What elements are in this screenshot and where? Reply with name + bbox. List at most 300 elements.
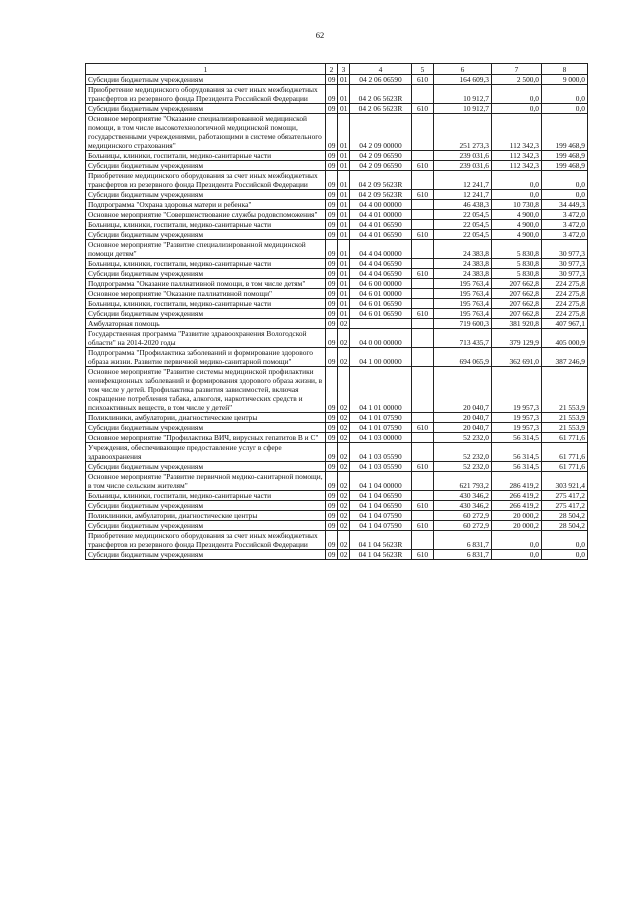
row-name: Основное мероприятие "Профилактика ВИЧ, вирусных гепатитов В и С" (86, 433, 326, 443)
row-amount-col6: 164 609,3 (434, 75, 492, 85)
row-name: Субсидии бюджетным учреждениям (86, 462, 326, 472)
row-code-ministry: 09 (326, 151, 338, 161)
row-name: Основное мероприятие "Развитие первичной медико-санитарной помощи, в том числе сельским жителям" (86, 472, 326, 491)
row-amount-col7: 381 920,8 (492, 319, 542, 329)
table-row (86, 329, 588, 348)
row-code-target: 04 1 01 07590 (350, 413, 412, 423)
row-name: Основное мероприятие "Совершенствование службы родовспоможения" (86, 210, 326, 220)
row-code-target: 04 6 01 00000 (350, 289, 412, 299)
row-amount-col8: 0,0 (542, 171, 588, 190)
row-amount-col8: 61 771,6 (542, 462, 588, 472)
row-code-type (412, 85, 434, 104)
row-name: Основное мероприятие "Оказание паллиативной помощи" (86, 289, 326, 299)
table-row (86, 75, 588, 85)
row-amount-col6: 60 272,9 (434, 511, 492, 521)
row-amount-col8: 387 246,9 (542, 348, 588, 367)
row-code-target: 04 2 09 06590 (350, 161, 412, 171)
row-amount-col8: 275 417,2 (542, 491, 588, 501)
row-amount-col7: 207 662,8 (492, 289, 542, 299)
table-row (86, 114, 588, 151)
table-row (86, 289, 588, 299)
row-code-ministry: 09 (326, 259, 338, 269)
row-code-ministry: 09 (326, 472, 338, 491)
row-code-target: 04 1 03 05590 (350, 443, 412, 462)
row-code-ministry: 09 (326, 171, 338, 190)
row-code-section: 02 (338, 511, 350, 521)
row-amount-col6: 195 763,4 (434, 309, 492, 319)
row-code-section: 02 (338, 319, 350, 329)
row-code-type (412, 443, 434, 462)
table-row (86, 501, 588, 511)
row-name: Приобретение медицинского оборудования за счет иных межбюджетных трансфертов из резервного фонда Президента Российской Федерации (86, 85, 326, 104)
row-amount-col8: 224 275,8 (542, 309, 588, 319)
row-code-ministry: 09 (326, 433, 338, 443)
row-amount-col6: 719 600,3 (434, 319, 492, 329)
row-code-type (412, 151, 434, 161)
row-amount-col8: 0,0 (542, 85, 588, 104)
row-code-section: 02 (338, 433, 350, 443)
row-amount-col7: 20 000,2 (492, 521, 542, 531)
row-name: Подпрограмма "Профилактика заболеваний и формирование здорового образа жизни. Развитие первичной медико-санитарной помощи" (86, 348, 326, 367)
row-amount-col7: 19 957,3 (492, 413, 542, 423)
row-amount-col8: 3 472,0 (542, 220, 588, 230)
row-name: Субсидии бюджетным учреждениям (86, 269, 326, 279)
row-code-type: 610 (412, 309, 434, 319)
row-amount-col7: 207 662,8 (492, 279, 542, 289)
table-row (86, 550, 588, 560)
row-code-section: 01 (338, 190, 350, 200)
row-amount-col6: 430 346,2 (434, 501, 492, 511)
row-code-type (412, 367, 434, 413)
row-amount-col8: 34 449,3 (542, 200, 588, 210)
row-amount-col6: 46 438,3 (434, 200, 492, 210)
row-code-section: 01 (338, 220, 350, 230)
row-amount-col8: 0,0 (542, 190, 588, 200)
row-name: Поликлиники, амбулатории, диагностические центры (86, 413, 326, 423)
row-name: Больницы, клиники, госпитали, медико-санитарные части (86, 299, 326, 309)
row-amount-col7: 0,0 (492, 104, 542, 114)
row-code-target (350, 319, 412, 329)
row-code-target: 04 1 04 06590 (350, 501, 412, 511)
table-row (86, 319, 588, 329)
row-amount-col8: 405 000,9 (542, 329, 588, 348)
row-code-target: 04 6 00 00000 (350, 279, 412, 289)
row-amount-col8: 0,0 (542, 531, 588, 550)
row-code-target: 04 4 00 00000 (350, 200, 412, 210)
row-amount-col6: 430 346,2 (434, 491, 492, 501)
row-code-type: 610 (412, 521, 434, 531)
row-code-type (412, 299, 434, 309)
table-header-row (86, 64, 588, 75)
row-amount-col8: 224 275,8 (542, 299, 588, 309)
table-row (86, 151, 588, 161)
row-code-section: 02 (338, 521, 350, 531)
row-code-section: 01 (338, 309, 350, 319)
header-cell: 2 (326, 64, 338, 75)
row-code-target: 04 1 04 07590 (350, 521, 412, 531)
row-amount-col7: 56 314,5 (492, 462, 542, 472)
row-amount-col6: 20 040,7 (434, 413, 492, 423)
row-amount-col6: 24 383,8 (434, 240, 492, 259)
row-amount-col6: 20 040,7 (434, 367, 492, 413)
row-code-ministry: 09 (326, 289, 338, 299)
row-code-section: 01 (338, 114, 350, 151)
row-amount-col8: 275 417,2 (542, 501, 588, 511)
row-amount-col7: 4 900,0 (492, 210, 542, 220)
row-code-target: 04 2 09 00000 (350, 114, 412, 151)
row-code-target: 04 4 01 06590 (350, 230, 412, 240)
row-name: Субсидии бюджетным учреждениям (86, 309, 326, 319)
row-code-target: 04 0 00 00000 (350, 329, 412, 348)
row-amount-col6: 195 763,4 (434, 279, 492, 289)
row-code-section: 02 (338, 413, 350, 423)
row-code-type (412, 289, 434, 299)
row-name: Больницы, клиники, госпитали, медико-санитарные части (86, 491, 326, 501)
row-amount-col7: 10 730,8 (492, 200, 542, 210)
row-name: Государственная программа "Развитие здравоохранения Вологодской области" на 2014-2020 годы (86, 329, 326, 348)
table-row (86, 462, 588, 472)
row-code-ministry: 09 (326, 511, 338, 521)
row-name: Субсидии бюджетным учреждениям (86, 75, 326, 85)
table-row (86, 220, 588, 230)
row-amount-col7: 4 900,0 (492, 220, 542, 230)
row-code-target: 04 1 03 00000 (350, 433, 412, 443)
table-row (86, 443, 588, 462)
row-code-ministry: 09 (326, 210, 338, 220)
row-amount-col7: 5 830,8 (492, 259, 542, 269)
table-row (86, 269, 588, 279)
row-code-ministry: 09 (326, 104, 338, 114)
row-code-type (412, 413, 434, 423)
row-code-section: 01 (338, 210, 350, 220)
row-code-ministry: 09 (326, 279, 338, 289)
row-code-type (412, 220, 434, 230)
row-amount-col8: 9 000,0 (542, 75, 588, 85)
header-cell: 4 (350, 64, 412, 75)
row-amount-col7: 0,0 (492, 171, 542, 190)
table-row (86, 259, 588, 269)
header-cell: 5 (412, 64, 434, 75)
table-row (86, 279, 588, 289)
row-code-ministry: 09 (326, 299, 338, 309)
table-row (86, 210, 588, 220)
row-name: Учреждения, обеспечивающие предоставление услуг в сфере здравоохранения (86, 443, 326, 462)
row-code-target: 04 1 04 00000 (350, 472, 412, 491)
row-amount-col7: 207 662,8 (492, 299, 542, 309)
row-amount-col7: 2 500,0 (492, 75, 542, 85)
table-row (86, 472, 588, 491)
table-row (86, 85, 588, 104)
row-amount-col7: 266 419,2 (492, 491, 542, 501)
row-name: Приобретение медицинского оборудования за счет иных межбюджетных трансфертов из резервного фонда Президента Российской Федерации (86, 531, 326, 550)
row-code-target: 04 1 01 00000 (350, 367, 412, 413)
row-code-target: 04 4 04 06590 (350, 269, 412, 279)
row-code-section: 01 (338, 289, 350, 299)
header-cell: 6 (434, 64, 492, 75)
row-amount-col6: 20 040,7 (434, 423, 492, 433)
table-row (86, 240, 588, 259)
row-name: Больницы, клиники, госпитали, медико-санитарные части (86, 151, 326, 161)
row-code-type: 610 (412, 161, 434, 171)
row-code-target: 04 1 03 05590 (350, 462, 412, 472)
table-row (86, 413, 588, 423)
row-code-ministry: 09 (326, 85, 338, 104)
row-code-target: 04 6 01 06590 (350, 309, 412, 319)
row-code-ministry: 09 (326, 75, 338, 85)
row-amount-col7: 56 314,5 (492, 433, 542, 443)
row-amount-col7: 0,0 (492, 85, 542, 104)
row-amount-col7: 362 691,0 (492, 348, 542, 367)
row-code-type (412, 433, 434, 443)
row-amount-col8: 30 977,3 (542, 240, 588, 259)
row-amount-col7: 4 900,0 (492, 230, 542, 240)
row-code-ministry: 09 (326, 309, 338, 319)
row-code-type: 610 (412, 104, 434, 114)
row-code-ministry: 09 (326, 367, 338, 413)
table-row (86, 433, 588, 443)
table-row (86, 161, 588, 171)
row-amount-col6: 694 065,9 (434, 348, 492, 367)
row-code-section: 02 (338, 491, 350, 501)
row-code-section: 01 (338, 75, 350, 85)
row-code-type (412, 171, 434, 190)
table-row (86, 491, 588, 501)
row-code-target: 04 1 04 5623R (350, 550, 412, 560)
header-cell: 1 (86, 64, 326, 75)
row-code-ministry: 09 (326, 114, 338, 151)
row-code-section: 02 (338, 462, 350, 472)
row-amount-col8: 3 472,0 (542, 230, 588, 240)
row-code-ministry: 09 (326, 220, 338, 230)
table-row (86, 171, 588, 190)
row-amount-col6: 239 031,6 (434, 161, 492, 171)
row-amount-col8: 21 553,9 (542, 423, 588, 433)
row-code-type (412, 491, 434, 501)
row-code-section: 01 (338, 269, 350, 279)
row-amount-col6: 60 272,9 (434, 521, 492, 531)
row-amount-col7: 112 342,3 (492, 151, 542, 161)
row-code-type (412, 472, 434, 491)
row-amount-col7: 379 129,9 (492, 329, 542, 348)
row-amount-col6: 251 273,3 (434, 114, 492, 151)
row-code-type (412, 279, 434, 289)
row-amount-col8: 28 504,2 (542, 511, 588, 521)
table-row (86, 367, 588, 413)
header-cell: 7 (492, 64, 542, 75)
row-amount-col8: 199 468,9 (542, 151, 588, 161)
header-cell: 8 (542, 64, 588, 75)
row-code-section: 02 (338, 423, 350, 433)
row-amount-col8: 224 275,8 (542, 279, 588, 289)
row-amount-col7: 20 000,2 (492, 511, 542, 521)
row-code-type: 610 (412, 423, 434, 433)
row-code-type: 610 (412, 75, 434, 85)
row-amount-col7: 19 957,3 (492, 367, 542, 413)
row-code-section: 02 (338, 329, 350, 348)
row-name: Приобретение медицинского оборудования за счет иных межбюджетных трансфертов из резервного фонда Президента Российской Федерации (86, 171, 326, 190)
row-name: Субсидии бюджетным учреждениям (86, 230, 326, 240)
row-code-type (412, 531, 434, 550)
row-amount-col6: 12 241,7 (434, 171, 492, 190)
row-amount-col8: 407 967,1 (542, 319, 588, 329)
row-name: Основное мероприятие "Развитие системы медицинской профилактики неинфекционных заболеваний и формирования здорового образа жизни, в том числе у детей. Профилактика развития зависимостей, включая сокращение потребления табака, алкоголя, наркотических средств и психоактивных веществ, в том числе у детей" (86, 367, 326, 413)
table-row (86, 299, 588, 309)
row-code-target: 04 4 01 00000 (350, 210, 412, 220)
row-amount-col7: 266 419,2 (492, 501, 542, 511)
row-code-ministry: 09 (326, 531, 338, 550)
row-name: Субсидии бюджетным учреждениям (86, 501, 326, 511)
row-amount-col6: 10 912,7 (434, 85, 492, 104)
row-code-type: 610 (412, 550, 434, 560)
row-amount-col7: 0,0 (492, 550, 542, 560)
row-name: Субсидии бюджетным учреждениям (86, 423, 326, 433)
row-amount-col6: 24 383,8 (434, 269, 492, 279)
table-row (86, 348, 588, 367)
row-code-type: 610 (412, 462, 434, 472)
row-code-type (412, 114, 434, 151)
row-amount-col6: 22 054,5 (434, 220, 492, 230)
page-number: 62 (315, 30, 325, 40)
row-amount-col7: 286 419,2 (492, 472, 542, 491)
row-code-target: 04 1 00 00000 (350, 348, 412, 367)
row-code-ministry: 09 (326, 423, 338, 433)
row-code-ministry: 09 (326, 319, 338, 329)
row-amount-col6: 22 054,5 (434, 230, 492, 240)
row-name: Субсидии бюджетным учреждениям (86, 190, 326, 200)
row-code-ministry: 09 (326, 443, 338, 462)
row-code-target: 04 2 06 06590 (350, 75, 412, 85)
table-row (86, 200, 588, 210)
row-amount-col8: 224 275,8 (542, 289, 588, 299)
row-amount-col8: 28 504,2 (542, 521, 588, 531)
row-amount-col8: 21 553,9 (542, 413, 588, 423)
row-code-type: 610 (412, 269, 434, 279)
row-amount-col7: 19 957,3 (492, 423, 542, 433)
row-code-ministry: 09 (326, 190, 338, 200)
row-code-target: 04 2 09 5623R (350, 171, 412, 190)
row-amount-col8: 21 553,9 (542, 367, 588, 413)
table-row (86, 521, 588, 531)
row-amount-col8: 303 921,4 (542, 472, 588, 491)
row-code-section: 01 (338, 161, 350, 171)
row-amount-col8: 199 468,9 (542, 114, 588, 151)
row-code-type (412, 348, 434, 367)
row-name: Субсидии бюджетным учреждениям (86, 104, 326, 114)
row-code-ministry: 09 (326, 348, 338, 367)
row-name: Поликлиники, амбулатории, диагностические центры (86, 511, 326, 521)
row-code-ministry: 09 (326, 269, 338, 279)
row-name: Амбулаторная помощь (86, 319, 326, 329)
row-code-section: 01 (338, 171, 350, 190)
row-code-ministry: 09 (326, 240, 338, 259)
row-code-target: 04 1 01 07590 (350, 423, 412, 433)
row-code-section: 01 (338, 230, 350, 240)
row-amount-col6: 195 763,4 (434, 289, 492, 299)
row-code-section: 02 (338, 531, 350, 550)
row-code-target: 04 4 04 00000 (350, 240, 412, 259)
row-amount-col6: 10 912,7 (434, 104, 492, 114)
row-amount-col6: 6 831,7 (434, 550, 492, 560)
row-amount-col6: 713 435,7 (434, 329, 492, 348)
row-amount-col7: 5 830,8 (492, 269, 542, 279)
row-code-target: 04 2 06 5623R (350, 85, 412, 104)
row-code-section: 01 (338, 104, 350, 114)
row-code-section: 02 (338, 443, 350, 462)
row-code-target: 04 4 04 06590 (350, 259, 412, 269)
row-code-ministry: 09 (326, 329, 338, 348)
row-code-type: 610 (412, 501, 434, 511)
table-row (86, 309, 588, 319)
row-code-target: 04 4 01 06590 (350, 220, 412, 230)
row-amount-col8: 61 771,6 (542, 433, 588, 443)
table-row (86, 511, 588, 521)
row-code-ministry: 09 (326, 462, 338, 472)
row-amount-col8: 3 472,0 (542, 210, 588, 220)
row-name: Основное мероприятие "Развитие специализированной медицинской помощи детям" (86, 240, 326, 259)
row-code-target: 04 1 04 5623R (350, 531, 412, 550)
row-code-target: 04 6 01 06590 (350, 299, 412, 309)
row-code-type (412, 240, 434, 259)
row-amount-col6: 52 232,0 (434, 462, 492, 472)
header-cell: 3 (338, 64, 350, 75)
row-code-type (412, 329, 434, 348)
row-amount-col8: 0,0 (542, 104, 588, 114)
row-code-target: 04 2 09 06590 (350, 151, 412, 161)
row-code-section: 02 (338, 550, 350, 560)
row-code-target: 04 1 04 07590 (350, 511, 412, 521)
row-amount-col6: 12 241,7 (434, 190, 492, 200)
row-code-target: 04 1 04 06590 (350, 491, 412, 501)
row-code-section: 02 (338, 367, 350, 413)
row-amount-col6: 52 232,0 (434, 443, 492, 462)
row-amount-col6: 195 763,4 (434, 299, 492, 309)
row-code-section: 01 (338, 240, 350, 259)
row-name: Больницы, клиники, госпитали, медико-санитарные части (86, 259, 326, 269)
row-amount-col8: 199 468,9 (542, 161, 588, 171)
row-code-type (412, 511, 434, 521)
table-row (86, 531, 588, 550)
row-amount-col6: 621 793,2 (434, 472, 492, 491)
row-code-type (412, 259, 434, 269)
row-code-type: 610 (412, 230, 434, 240)
row-name: Подпрограмма "Оказание паллиативной помощи, в том числе детям" (86, 279, 326, 289)
budget-table (85, 63, 588, 560)
row-name: Подпрограмма "Охрана здоровья матери и ребенка" (86, 200, 326, 210)
row-code-ministry: 09 (326, 161, 338, 171)
row-amount-col8: 0,0 (542, 550, 588, 560)
row-name: Субсидии бюджетным учреждениям (86, 521, 326, 531)
row-code-section: 01 (338, 85, 350, 104)
row-amount-col7: 0,0 (492, 531, 542, 550)
row-amount-col8: 30 977,3 (542, 269, 588, 279)
row-code-ministry: 09 (326, 521, 338, 531)
row-code-section: 02 (338, 472, 350, 491)
row-amount-col6: 239 031,6 (434, 151, 492, 161)
row-name: Субсидии бюджетным учреждениям (86, 550, 326, 560)
row-code-target: 04 2 06 5623R (350, 104, 412, 114)
row-amount-col6: 52 232,0 (434, 433, 492, 443)
row-name: Больницы, клиники, госпитали, медико-санитарные части (86, 220, 326, 230)
row-code-target: 04 2 09 5623R (350, 190, 412, 200)
row-amount-col7: 112 342,3 (492, 161, 542, 171)
row-amount-col7: 0,0 (492, 190, 542, 200)
row-name: Основное мероприятие "Оказание специализированной медицинской помощи, в том числе высокотехнологичной медицинской помощи, государственными учреждениями, работающими в системе обязательного медицинского страхования" (86, 114, 326, 151)
row-code-ministry: 09 (326, 413, 338, 423)
row-code-section: 01 (338, 299, 350, 309)
row-code-ministry: 09 (326, 200, 338, 210)
row-name: Субсидии бюджетным учреждениям (86, 161, 326, 171)
row-amount-col7: 112 342,3 (492, 114, 542, 151)
